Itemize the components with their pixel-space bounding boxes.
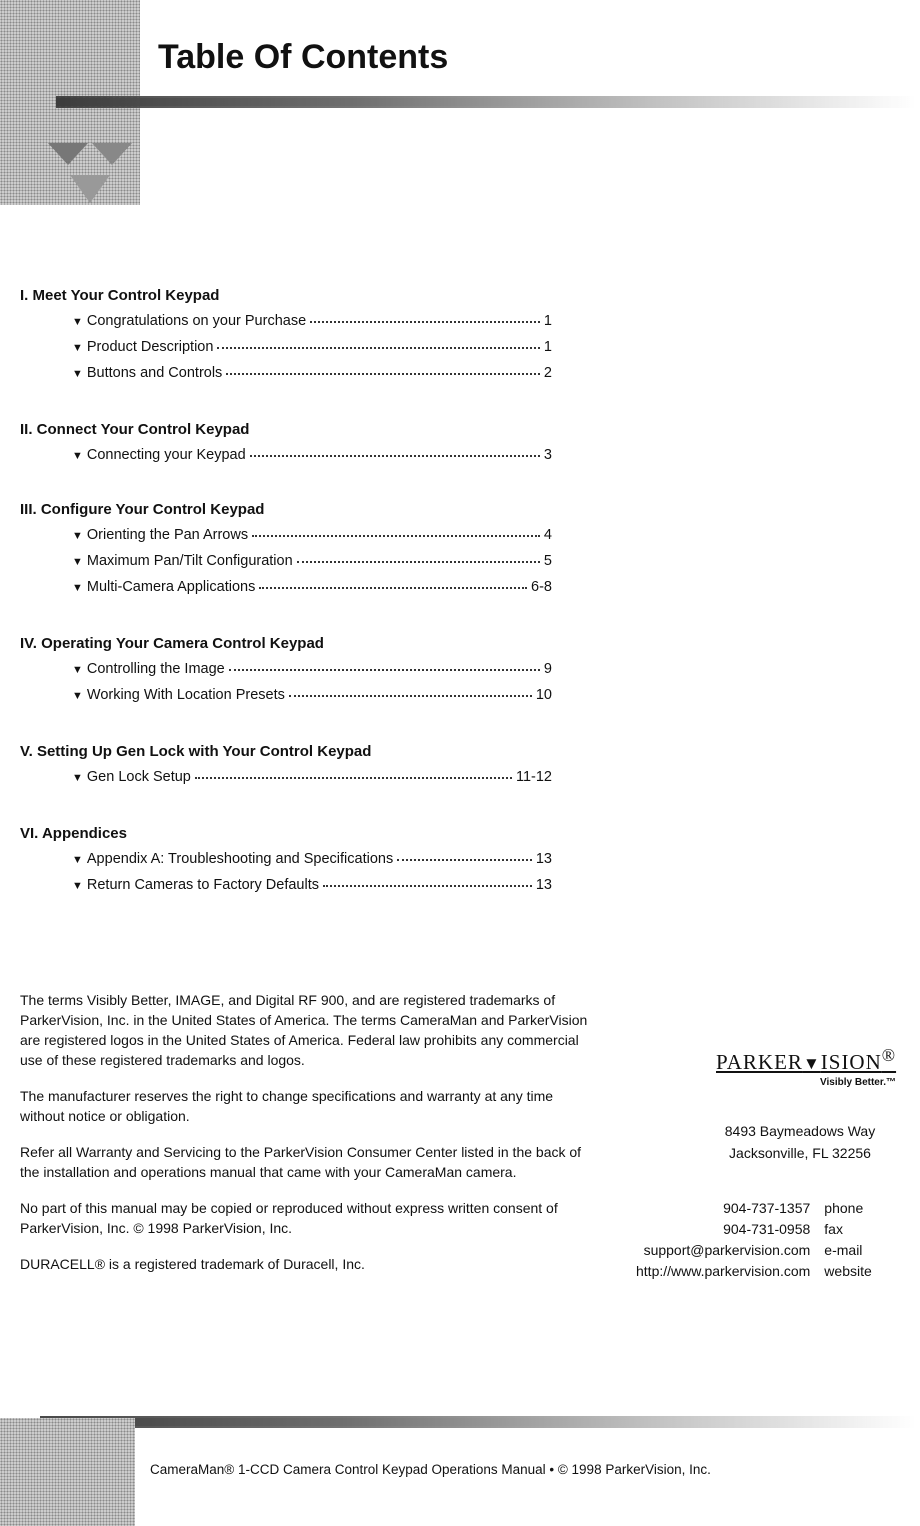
toc-page-number: 13 [535,851,552,867]
specifications-note: The manufacturer reserves the right to change specifications and warranty at any time without notice or obligation. [20,1088,554,1124]
toc-entry-label: Orienting the Pan Arrows [86,527,249,543]
dot-leader [289,681,532,697]
toc-page-number: 5 [543,553,552,569]
copyright-note: No part of this manual may be copied or reproduced without express written consent of ParkerVision, Inc. © 1998 ParkerVision, Inc. [20,1200,558,1236]
toc-entry-label: Connecting your Keypad [86,447,246,463]
triangle-down-icon: ▼ [72,530,83,542]
legal-notes [20,990,590,1290]
parkervision-logo [716,1045,916,1075]
toc-entry-label: Working With Location Presets [86,687,285,703]
contact-kind: website [824,1263,872,1279]
toc-entry [72,872,552,898]
toc-section [20,418,580,468]
toc-entry-label: Controlling the Image [86,661,225,677]
triangle-down-icon [40,135,140,215]
triangle-down-icon: ▼ [72,772,83,784]
toc-section [20,822,580,898]
toc-entry [72,522,552,548]
logo-text-right: ISION [820,1050,882,1074]
company-contacts [636,1198,872,1282]
toc-entry [72,360,552,386]
company-tagline: Visibly Better.™ [820,1077,896,1088]
toc-entry-label: Multi-Camera Applications [86,579,256,595]
duracell-note: DURACELL® is a registered trademark of Duracell, Inc. [20,1256,365,1272]
warranty-note: Refer all Warranty and Servicing to the ParkerVision Consumer Center listed in the back of the installation and operations manual that came with your CameraMan camera. [20,1144,582,1180]
triangle-down-icon: ▼ [72,556,83,568]
toc-entry [72,334,552,360]
dot-leader [250,441,540,457]
dot-leader [310,307,540,323]
address-line: Jacksonville, FL 32256 [729,1145,871,1161]
contact-kind: e-mail [824,1242,863,1258]
toc-section-heading: VI. Appendices [20,825,127,842]
toc-entry-label: Gen Lock Setup [86,769,191,785]
dot-leader [252,521,540,537]
toc-section [20,740,580,790]
triangle-down-icon: ▼ [72,342,83,354]
dot-leader [259,573,527,589]
toc-entry-label: Maximum Pan/Tilt Configuration [86,553,293,569]
toc-entry-label: Congratulations on your Purchase [86,313,307,329]
toc-entry [72,682,552,708]
triangle-down-icon: ▼ [72,854,83,866]
toc-entry [72,656,552,682]
contact-value: 904-737-1357 [723,1200,811,1216]
table-of-contents [20,284,580,898]
contact-value: support@parkervision.com [643,1242,811,1258]
toc-entry [72,764,552,790]
header-rule-dither [56,96,916,108]
toc-entry-label: Buttons and Controls [86,365,223,381]
toc-section-heading: I. Meet Your Control Keypad [20,287,220,304]
logo-text-left: PARKER [716,1050,803,1074]
trademark-note: The terms Visibly Better, IMAGE, and Digital RF 900, and are registered trademarks of ParkerVision, Inc. in the United States of America. The terms CameraMan and ParkerVision are registered logos in the United States of America. Federal law prohibits any commercial use of these registered trademarks and logos. [20,992,588,1068]
toc-section-heading: III. Configure Your Control Keypad [20,501,265,518]
toc-page-number: 1 [543,313,552,329]
toc-section-heading: IV. Operating Your Camera Control Keypad [20,635,324,652]
logo-registered-mark: ® [881,1045,897,1065]
triangle-down-icon: ▼ [72,316,83,328]
toc-entry [72,846,552,872]
toc-entry-label: Product Description [86,339,214,355]
dot-leader [229,655,540,671]
toc-section [20,284,580,386]
dot-leader [297,547,540,563]
contact-value: 904-731-0958 [723,1221,811,1237]
dot-leader [397,845,532,861]
toc-page-number: 1 [543,339,552,355]
contact-kind: phone [824,1200,864,1216]
toc-entry [72,308,552,334]
dot-leader [226,359,540,375]
triangle-down-icon: ▼ [72,880,83,892]
contact-value: http://www.parkervision.com [636,1263,811,1279]
toc-entry [72,442,552,468]
address-line: 8493 Baymeadows Way [724,1123,876,1139]
triangle-down-icon: ▼ [72,582,83,594]
triangle-down-icon: ▼ [72,368,83,380]
footer-rule-dither [40,1416,916,1428]
triangle-down-icon: ▼ [72,664,83,676]
contact-row [636,1240,872,1261]
toc-section-heading: V. Setting Up Gen Lock with Your Control Keypad [20,743,372,760]
toc-entry-label: Return Cameras to Factory Defaults [86,877,319,893]
toc-page-number: 13 [535,877,552,893]
dot-leader [323,871,532,887]
company-address [690,1120,910,1164]
triangle-down-icon: ▼ [72,690,83,702]
dot-leader [195,763,512,779]
toc-page-number: 4 [543,527,552,543]
toc-section-heading: II. Connect Your Control Keypad [20,421,250,438]
contact-kind: fax [824,1221,843,1237]
contact-row [636,1261,872,1282]
contact-row [636,1198,872,1219]
toc-page-number: 6-8 [531,579,552,595]
toc-page-number: 11-12 [515,769,552,785]
toc-page-number: 3 [543,447,552,463]
footer-text: CameraMan® 1-CCD Camera Control Keypad Operations Manual • © 1998 ParkerVision, Inc. [150,1462,711,1477]
logo-v-mark-icon: ▼ [802,1054,821,1073]
toc-page-number: 10 [535,687,552,703]
company-logo-block [716,1045,916,1088]
toc-entry [72,574,552,600]
contact-row [636,1219,872,1240]
page-title: Table Of Contents [158,38,449,76]
toc-page-number: 9 [543,661,552,677]
triangle-down-icon: ▼ [72,450,83,462]
dot-leader [217,333,540,349]
toc-entry-label: Appendix A: Troubleshooting and Specifications [86,851,394,867]
toc-entry [72,548,552,574]
toc-page-number: 2 [543,365,552,381]
corner-dither-bottom [0,1418,135,1526]
toc-section [20,498,580,600]
toc-section [20,632,580,708]
